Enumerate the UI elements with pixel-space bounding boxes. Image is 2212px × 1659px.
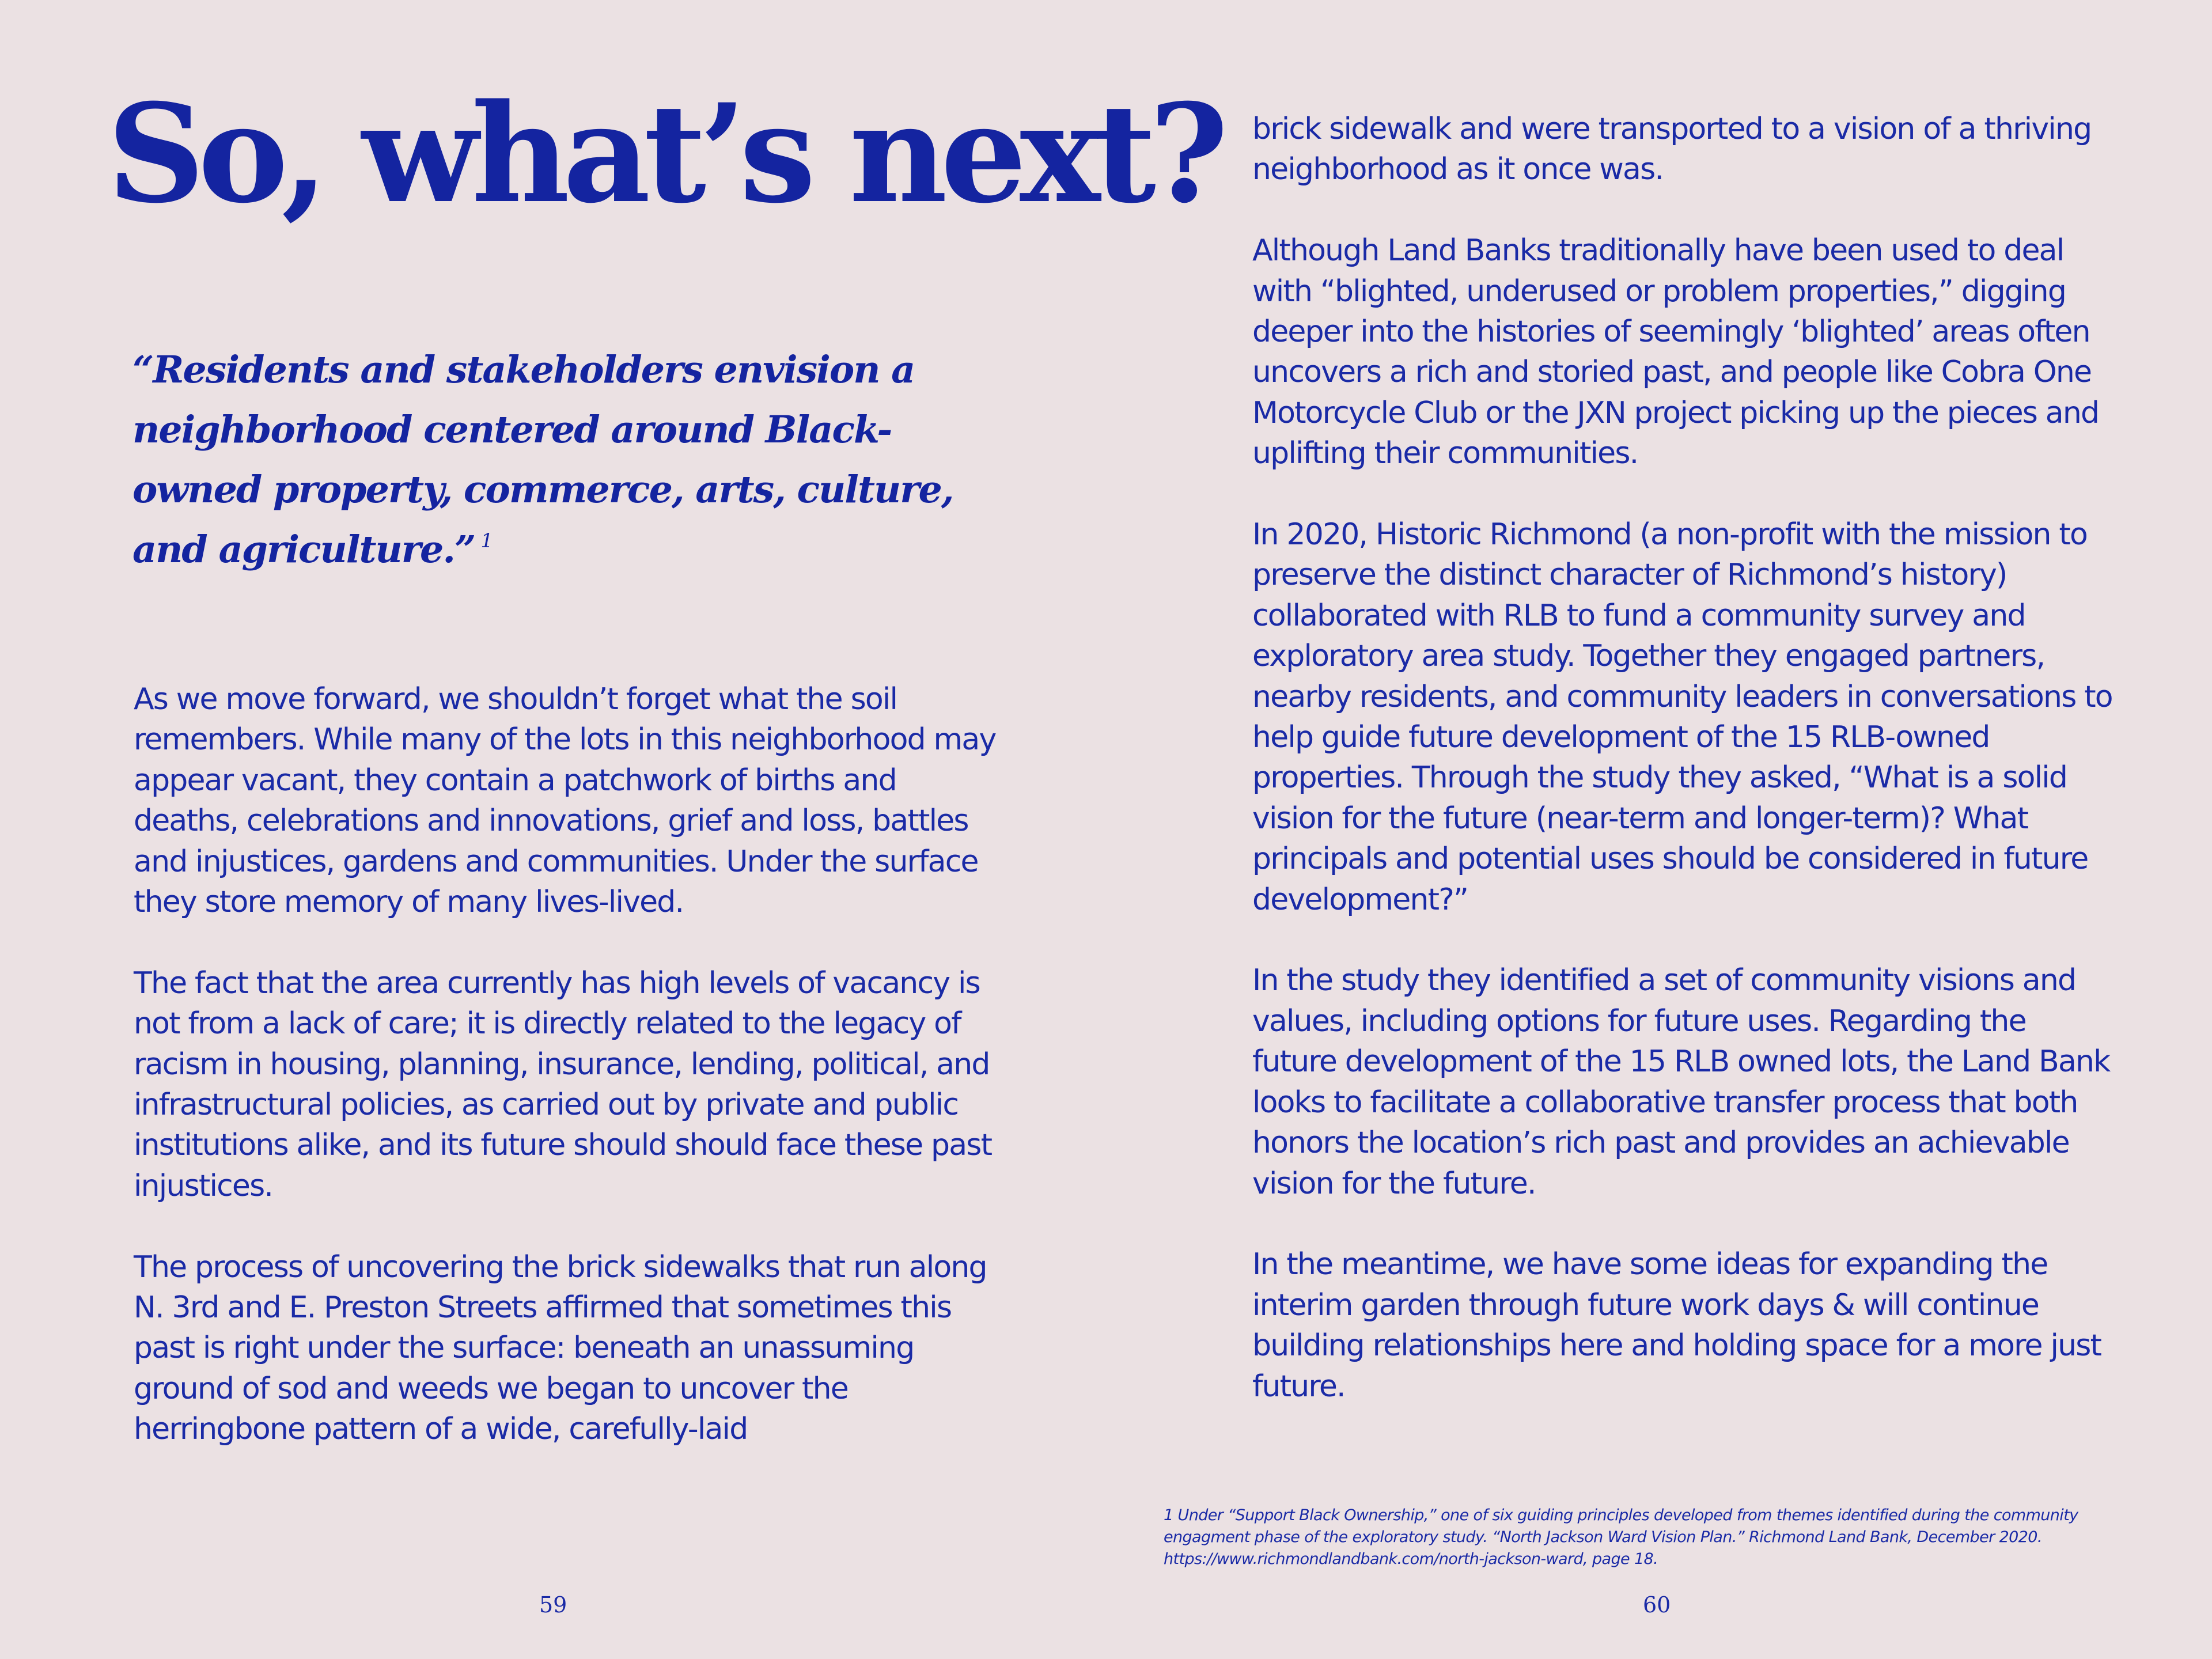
left-column bbox=[134, 679, 998, 1450]
body-paragraph: Although Land Banks traditionally have been used to deal with “blighted, underused or problem properties,” digging deeper into the histories of seemingly ‘blighted’ areas often uncovers a rich and storied past, and people like Cobra One Motorcycle Club or the JXN project picking up the pieces and uplifting their communities. bbox=[1252, 233, 2099, 471]
page-number-right: 60 bbox=[1643, 1592, 1671, 1618]
footnote: 1 Under “Support Black Ownership,” one of six guiding principles developed from themes identified during the community engagment phase of the exploratory study. “North Jackson Ward Vision Plan.” Richmond Land Bank, December 2020. https://www.richmondlandbank.com/north-jackson-ward, page 18. bbox=[1164, 1506, 2078, 1568]
right-column bbox=[1252, 109, 2116, 1407]
page-number-left: 59 bbox=[539, 1592, 567, 1618]
footnote-reference: 1 bbox=[480, 529, 494, 552]
body-paragraph: In the study they identified a set of community visions and values, including options for future uses. Regarding the future development of the 15 RLB owned lots, the Land Bank looks to facilitate a collaborative transfer process that both honors the location’s rich past and provides an achievable vision for the future. bbox=[1252, 963, 2110, 1201]
body-paragraph: In the meantime, we have some ideas for expanding the interim garden through future work days & will continue building relationships here and holding space for a more just future. bbox=[1252, 1247, 2101, 1404]
page-title: So, what’s next? bbox=[107, 74, 1222, 233]
body-paragraph: The fact that the area currently has high levels of vacancy is not from a lack of care; it is directly related to the legacy of racism in housing, planning, insurance, lending, political, and infrastructural policies, as carried out by private and public institutions alike, and its future should should face these past injustices. bbox=[134, 965, 992, 1203]
body-paragraph: brick sidewalk and were transported to a vision of a thriving neighborhood as it once was. bbox=[1252, 112, 2092, 187]
pull-quote-text: “Residents and stakeholders envision a neighborhood centered around Black-owned property, commerce, arts, culture, and agriculture.” bbox=[132, 348, 953, 571]
body-paragraph: The process of uncovering the brick sidewalks that run along N. 3rd and E. Preston Streets affirmed that sometimes this past is right under the surface: beneath an unassuming ground of sod and weeds we began to uncover the herringbone pattern of a wide, carefully-laid bbox=[134, 1249, 987, 1447]
pull-quote bbox=[132, 340, 1008, 579]
body-paragraph: In 2020, Historic Richmond (a non-profit with the mission to preserve the distinct character of Richmond’s history) collaborated with RLB to fund a community survey and exploratory area study. Together they engaged partners, nearby residents, and community leaders in conversations to help guide future development of the 15 RLB-owned properties. Through the study they asked, “What is a solid vision for the future (near-term and longer-term)? What principals and potential uses should be considered in future development?” bbox=[1252, 517, 2112, 917]
body-paragraph: As we move forward, we shouldn’t forget what the soil remembers. While many of the lots in this neighborhood may appear vacant, they contain a patchwork of births and deaths, celebrations and innovations, grief and loss, battles and injustices, gardens and communities. Under the surface they store memory of many lives-lived. bbox=[134, 682, 996, 920]
